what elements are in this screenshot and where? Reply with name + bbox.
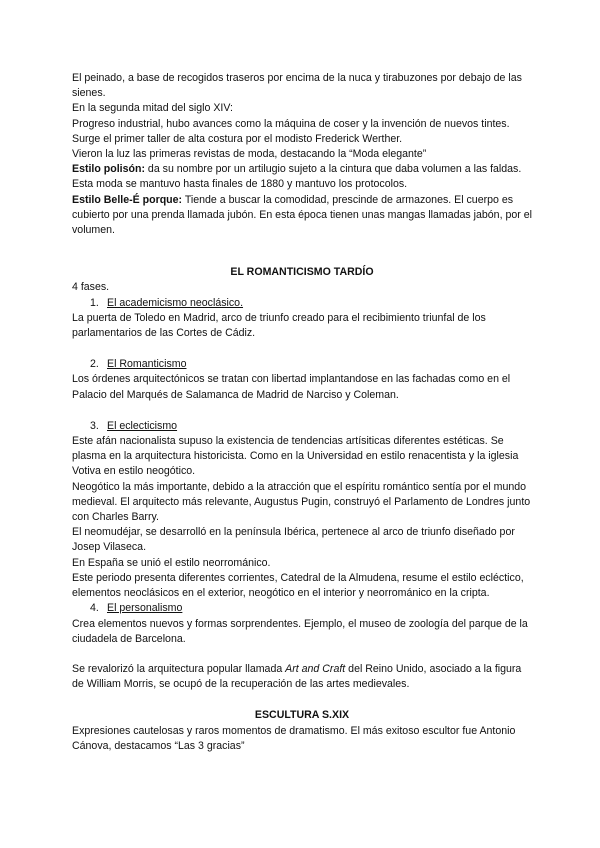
phase-4-text: Crea elementos nuevos y formas sorprendentes. Ejemplo, el museo de zoología del parque de la ciudadela de Barcelona. — [72, 617, 528, 645]
phases-count: 4 fases. — [72, 281, 110, 294]
phase-4 — [72, 601, 532, 647]
phase-2-text: Los órdenes arquitectónicos se tratan con libertad implantandose en las fachadas como en el Palacio del Marqués de Salamanca de Madrid de Narciso y Coleman. — [72, 373, 511, 401]
paragraph-arts-craft: Se revalorizó la arquitectura popular llamada Art and Craft del Reino Unido, asociado a la figura de William Morris, se ocupó de la recuperación de las artes medievales. — [72, 662, 522, 691]
paragraph-polison — [72, 162, 532, 192]
phase-3-text-5: Este periodo presenta diferentes corrientes, Catedral de la Almudena, resume el estilo ecléctico, elementos neoclásicos en el exterior, neogótico en el interior y neorrománico en la cripta. — [72, 571, 524, 600]
phase-3 — [72, 419, 532, 601]
heading-escultura: ESCULTURA S.XIX — [254, 709, 350, 722]
phase-3-text-3: El neomudéjar, se desarrolló en la península Ibérica, pertenece al arco de triunfo diseñado por Josep Vilaseca. — [72, 526, 515, 554]
phase-1-title: 1. El academicismo neoclásico. — [90, 296, 244, 309]
phase-3-text-1: Este afán nacionalista supuso la existencia de tendencias artísiticas diferentes estéticas. Se plasma en la arquitectura historicista. Como en la Universidad en estilo renacentista y la iglesia Votiva en estilo neogótico. — [72, 435, 519, 478]
polison-text: da su nombre por un artilugio sujeto a la cintura que daba volumen a las faldas. Esta moda se mantuvo hasta finales de 1880 y mantuvo los protocolos. — [72, 163, 522, 191]
phase-2 — [72, 357, 532, 403]
phase-1-text: La puerta de Toledo en Madrid, arco de triunfo creado para el recibimiento triunfal de los parlamentarios de las Cortes de Cádiz. — [72, 311, 486, 340]
paragraph-revistas: Vieron la luz las primeras revistas de moda, destacando la “Moda elegante” — [72, 148, 427, 161]
polison-label: Estilo polisón: — [72, 163, 145, 176]
paragraph-taller: Surge el primer taller de alta costura por el modisto Frederick Werther. — [72, 132, 403, 145]
phase-4-title: 4. El personalismo — [90, 602, 183, 615]
belle-text: Tiende a buscar la comodidad, prescinde de armazones. El cuerpo es cubierto por una prenda llamada jubón. En esta época tienen unas mangas llamadas jabón, por el volumen. — [72, 193, 532, 237]
phase-3-text-4: En España se unió el estilo neorrománico. — [72, 556, 271, 569]
paragraph-progreso: Progreso industrial, hubo avances como la máquina de coser y la invención de nuevos tintes. — [72, 117, 510, 130]
phase-1 — [72, 296, 532, 342]
belle-label: Estilo Belle-É porque: — [72, 193, 183, 206]
paragraph-siglo: En la segunda mitad del siglo XIV: — [72, 102, 233, 115]
paragraph-peinado: El peinado, a base de recogidos traseros por encima de la nuca y tirabuzones por debajo de las sienes. — [72, 72, 522, 100]
phase-3-text-2: Neogótico la más importante, debido a la atracción que el espíritu romántico sentía por el mundo medieval. El arquitecto más relevante, Augustus Pugin, construyó el Parlamento de Londres junto con Charles Barry. — [72, 480, 531, 524]
phase-3-title: 3. El eclecticismo — [90, 419, 178, 432]
page-content — [72, 71, 532, 754]
arts-craft-italic: Art and Craft — [285, 662, 346, 675]
heading-romanticismo: EL ROMANTICISMO TARDÍO — [230, 266, 374, 279]
phase-2-title: 2. El Romanticismo — [90, 358, 187, 371]
paragraph-escultura: Expresiones cautelosas y raros momentos de dramatismo. El más exitoso escultor fue Antonio Cánova, destacamos “Las 3 gracias” — [72, 724, 516, 752]
paragraph-belle — [72, 193, 532, 239]
